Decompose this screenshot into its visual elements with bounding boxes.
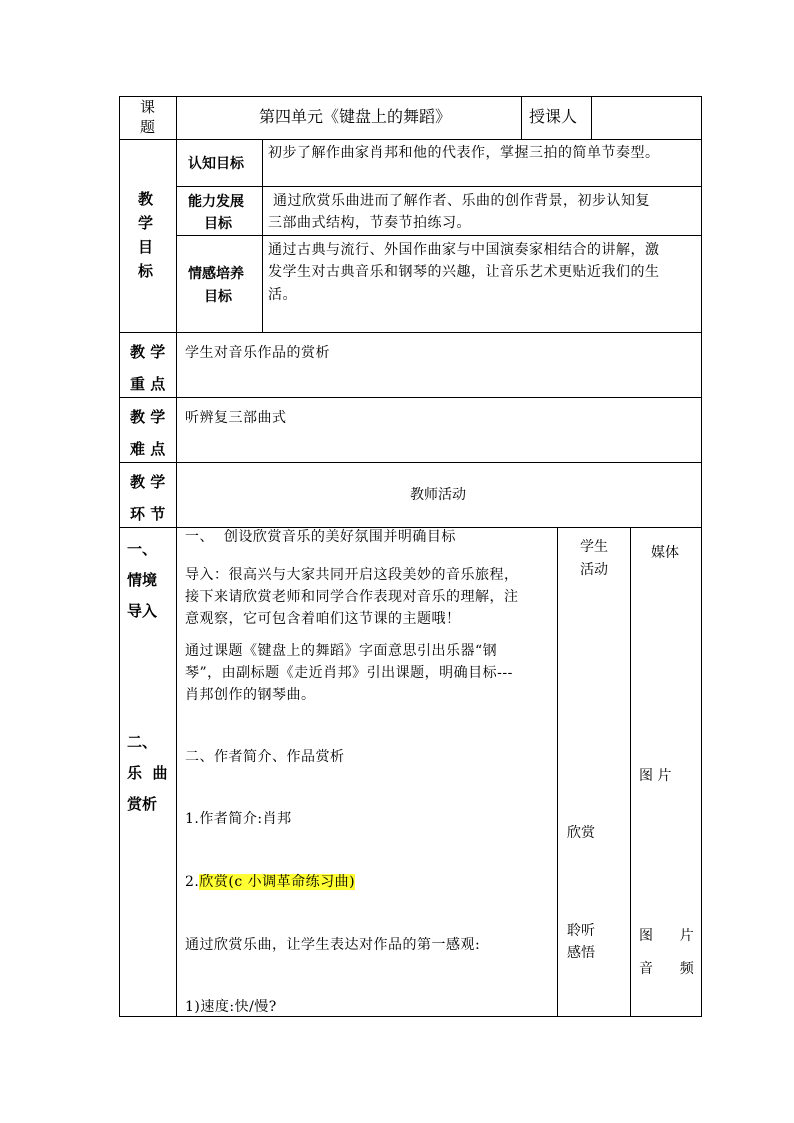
ability-objective-label-1: 能力发展 [188,194,244,210]
objectives-label-char-4: 标 [138,262,154,280]
student-item-listen-2: 感悟 [567,945,595,961]
stage2-label-3: 赏析 [127,795,158,813]
ability-objective-text-1: 通过欣赏乐曲进而了解作者、乐曲的创作背景，初步认知复 [268,193,650,209]
intro-paragraph-line-2: 接下来请欣赏老师和同学合作表现对音乐的理解，注 [185,589,519,605]
appreciation-highlight: 欣赏(c 小调革命练习曲) [199,874,356,890]
title-label-char-2: 题 [140,118,156,136]
row-divider-objectives [119,332,702,333]
row-divider-difficulties [119,462,702,463]
student-item-listen-1: 聆听 [567,923,595,939]
emotion-objective-text-2: 发学生对古典音乐和钢琴的兴趣，让音乐艺术更贴近我们的生 [268,264,660,280]
teacher-step-1-heading: 一、 创设欣赏音乐的美好氛围并明确目标 [185,529,456,545]
stage2-label-1: 二、 [127,733,158,751]
title-label-char-1: 课 [140,98,156,116]
table-border-right [701,96,702,1017]
table-border-top [119,96,702,97]
stage1-label-2: 情境 [127,571,158,589]
cognitive-objective-label: 认知目标 [188,156,244,172]
stages-label-2: 环 节 [130,505,166,523]
teacher-activity-header: 教师活动 [410,487,466,503]
teacher-step-2-heading: 二、作者简介、作品赏析 [185,749,345,765]
speed-question: 1)速度:快/慢? [185,999,277,1015]
student-activity-header-2: 活动 [580,562,608,578]
lesson-title: 第四单元《键盘上的舞蹈》 [259,107,452,126]
objectives-label-char-2: 学 [138,214,154,232]
emotion-objective-text-1: 通过古典与流行、外国作曲家与中国演奏家相结合的讲解，激 [268,242,660,258]
objectives-label-char-3: 目 [138,238,154,256]
composer-intro: 1.作者简介:肖邦 [185,811,292,827]
emotion-objective-label-1: 情感培养 [188,266,244,282]
student-activity-header-1: 学生 [580,539,608,555]
intro-paragraph-line-3: 意观察，它可包含着咱们这节课的主题哦！ [185,611,461,627]
objective-divider-2 [176,235,702,236]
media-item-picture-2: 图 片 [639,928,694,944]
first-impression-prompt: 通过欣赏乐曲，让学生表达对作品的第一感观: [185,937,481,953]
emotion-objective-label-2: 目标 [204,289,232,305]
table-border-left [119,96,120,1017]
difficulties-label-1: 教 学 [130,408,166,426]
topic-paragraph-line-1: 通过课题《键盘上的舞蹈》字面意思引出乐器“钢 [185,643,498,659]
keypoints-label-2: 重 点 [130,375,166,393]
objective-label-divider [262,139,263,333]
topic-paragraph-line-3: 肖邦创作的钢琴曲。 [185,687,316,703]
media-column-divider [630,527,631,1017]
media-item-picture: 图 片 [639,768,672,784]
media-item-audio: 音 频 [639,961,694,977]
keypoints-label-1: 教 学 [130,343,166,361]
cognitive-objective-text: 初步了解作曲家肖邦和他的代表作，掌握三拍的简单节奏型。 [268,145,660,161]
student-item-appreciate: 欣赏 [567,825,595,841]
emotion-objective-text-3: 活。 [268,287,297,303]
topic-paragraph-line-2: 琴”，由副标题《走近肖邦》引出课题，明确目标--- [185,665,513,681]
ability-objective-label-2: 目标 [204,216,232,232]
objectives-label-char-1: 教 [138,190,154,208]
stage1-label-1: 一、 [127,540,158,558]
teacher-label: 授课人 [529,107,578,126]
intro-paragraph-line-1: 导入：很高兴与大家共同开启这段美妙的音乐旅程， [185,567,519,583]
difficulties-text: 听辨复三部曲式 [185,410,287,426]
student-column-divider [557,527,558,1017]
objective-divider-1 [176,186,702,187]
stages-label-1: 教 学 [130,473,166,491]
appreciation-line [185,871,355,893]
difficulties-label-2: 难 点 [130,440,166,458]
keypoints-text: 学生对音乐作品的赏析 [185,345,330,361]
appreciation-prefix: 2. [185,874,200,890]
label-column-divider [176,96,177,1017]
stage2-label-2: 乐 曲 [127,764,168,782]
row-divider-keypoints [119,397,702,398]
stage1-label-3: 导入 [127,602,158,620]
media-header: 媒体 [651,545,679,561]
row-divider-title [119,139,702,140]
teacher-value-divider [591,96,592,139]
ability-objective-text-2: 三部曲式结构，节奏节拍练习。 [268,215,471,231]
title-teacher-divider [521,96,522,139]
